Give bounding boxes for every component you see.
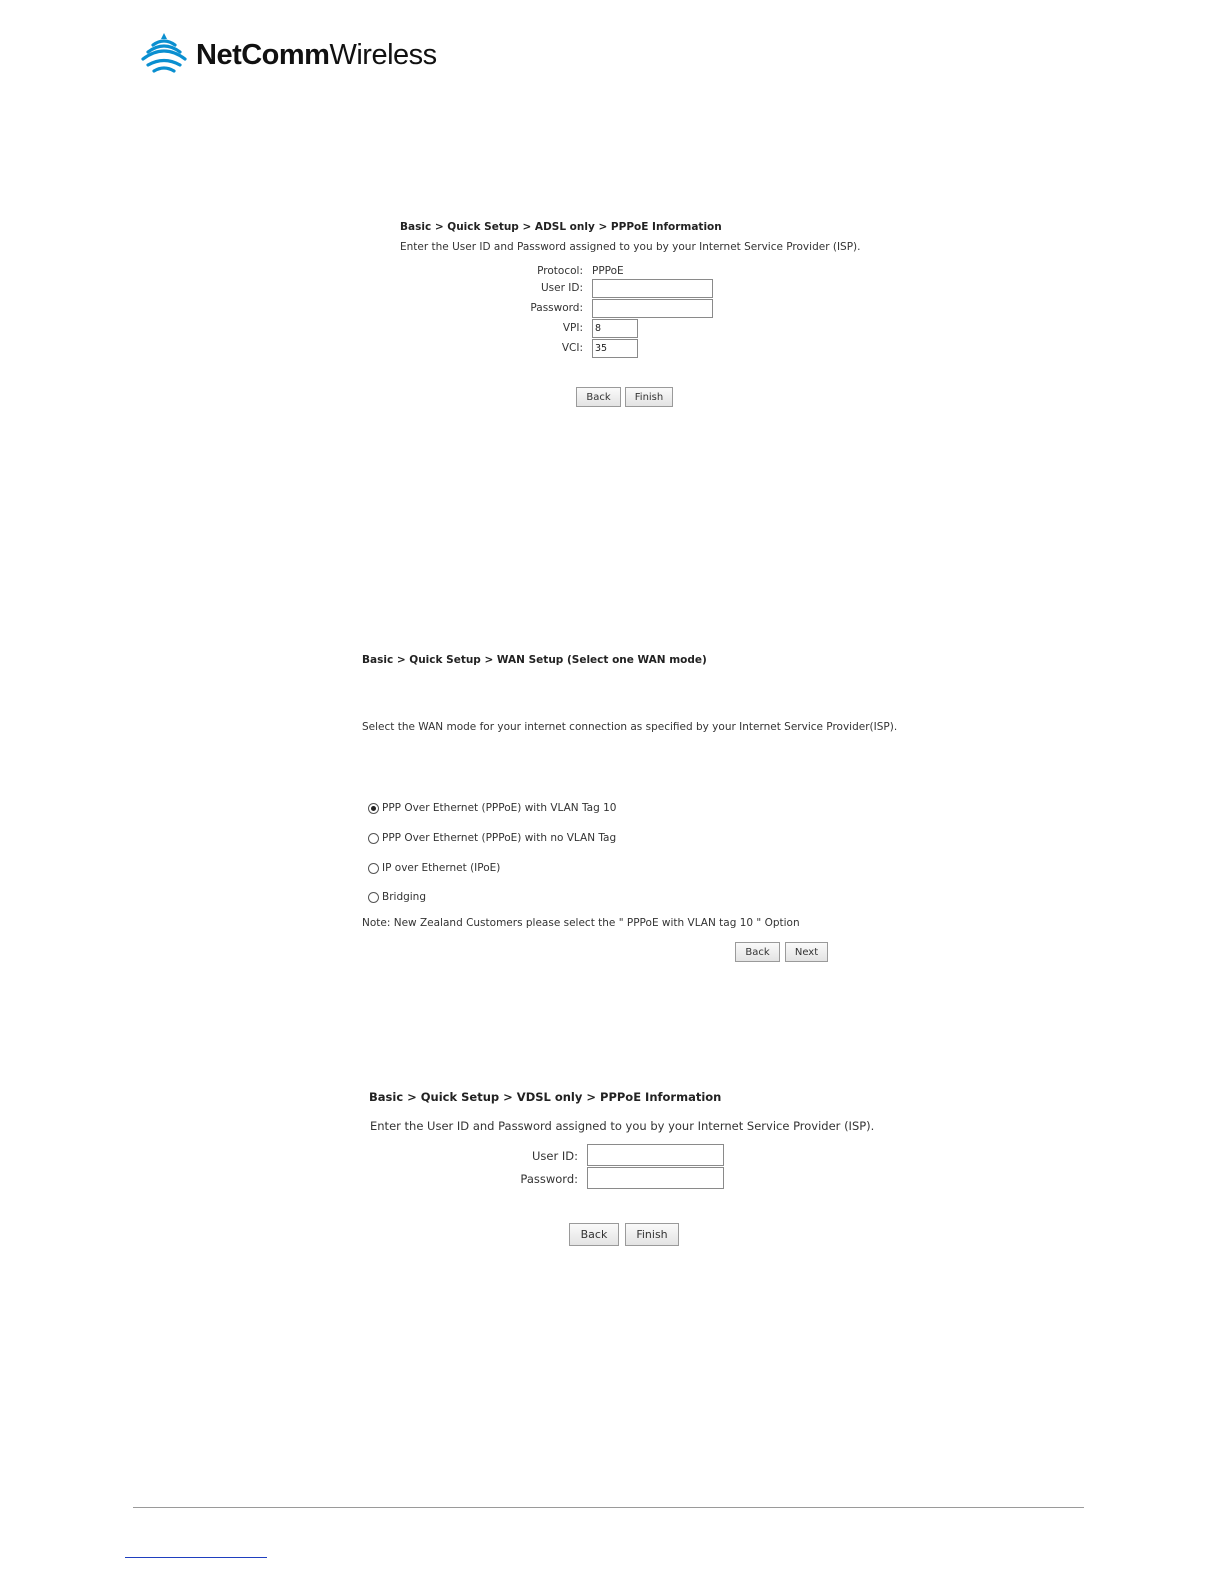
netcomm-logo (140, 32, 437, 78)
wan-option-ipoe[interactable] (368, 862, 500, 874)
wifi-signal-icon (140, 32, 188, 78)
wan-option-pppoe-no-vlan[interactable] (368, 832, 616, 844)
wan-option-pppoe-vlan10[interactable] (368, 802, 616, 814)
password-label: Password: (520, 1172, 578, 1186)
breadcrumb: Basic > Quick Setup > VDSL only > PPPoE Information (369, 1090, 722, 1104)
footer-divider (133, 1507, 1084, 1508)
instructions-text: Select the WAN mode for your internet connection as specified by your Internet Service Provider(ISP). (362, 721, 898, 733)
vpi-input[interactable] (592, 319, 638, 338)
back-button[interactable]: Back (735, 942, 780, 962)
userid-input[interactable] (592, 279, 713, 298)
password-input[interactable] (592, 299, 713, 318)
vci-input[interactable] (592, 339, 638, 358)
breadcrumb: Basic > Quick Setup > WAN Setup (Select one WAN mode) (362, 654, 707, 666)
back-button[interactable]: Back (569, 1223, 619, 1246)
finish-button[interactable]: Finish (625, 1223, 679, 1246)
protocol-label: Protocol: (537, 265, 583, 277)
radio-button[interactable] (368, 863, 379, 874)
instructions-text: Enter the User ID and Password assigned to you by your Internet Service Provider (ISP). (370, 1119, 875, 1133)
finish-button[interactable]: Finish (625, 387, 673, 407)
wan-option-label: IP over Ethernet (IPoE) (382, 862, 501, 874)
wan-option-label: PPP Over Ethernet (PPPoE) with VLAN Tag 10 (382, 802, 617, 814)
radio-button[interactable] (368, 892, 379, 903)
footer-link-underline (125, 1557, 267, 1558)
password-input[interactable] (587, 1167, 724, 1189)
wan-option-label: Bridging (382, 891, 427, 903)
wan-option-label: PPP Over Ethernet (PPPoE) with no VLAN Tag (382, 832, 617, 844)
instructions-text: Enter the User ID and Password assigned to you by your Internet Service Provider (ISP). (400, 241, 861, 253)
breadcrumb: Basic > Quick Setup > ADSL only > PPPoE Information (400, 221, 722, 233)
next-button[interactable]: Next (785, 942, 828, 962)
back-button[interactable]: Back (576, 387, 621, 407)
logo-text: NetCommWireless (196, 38, 437, 71)
note-text: Note: New Zealand Customers please select the " PPPoE with VLAN tag 10 " Option (362, 917, 800, 929)
password-label: Password: (530, 302, 583, 314)
protocol-value: PPPoE (592, 265, 624, 277)
userid-label: User ID: (532, 1149, 578, 1163)
vci-label: VCI: (561, 342, 583, 354)
userid-label: User ID: (541, 282, 583, 294)
radio-button[interactable] (368, 833, 379, 844)
userid-input[interactable] (587, 1144, 724, 1166)
wan-option-bridging[interactable] (368, 891, 426, 903)
vpi-label: VPI: (562, 322, 583, 334)
radio-button[interactable] (368, 803, 379, 814)
